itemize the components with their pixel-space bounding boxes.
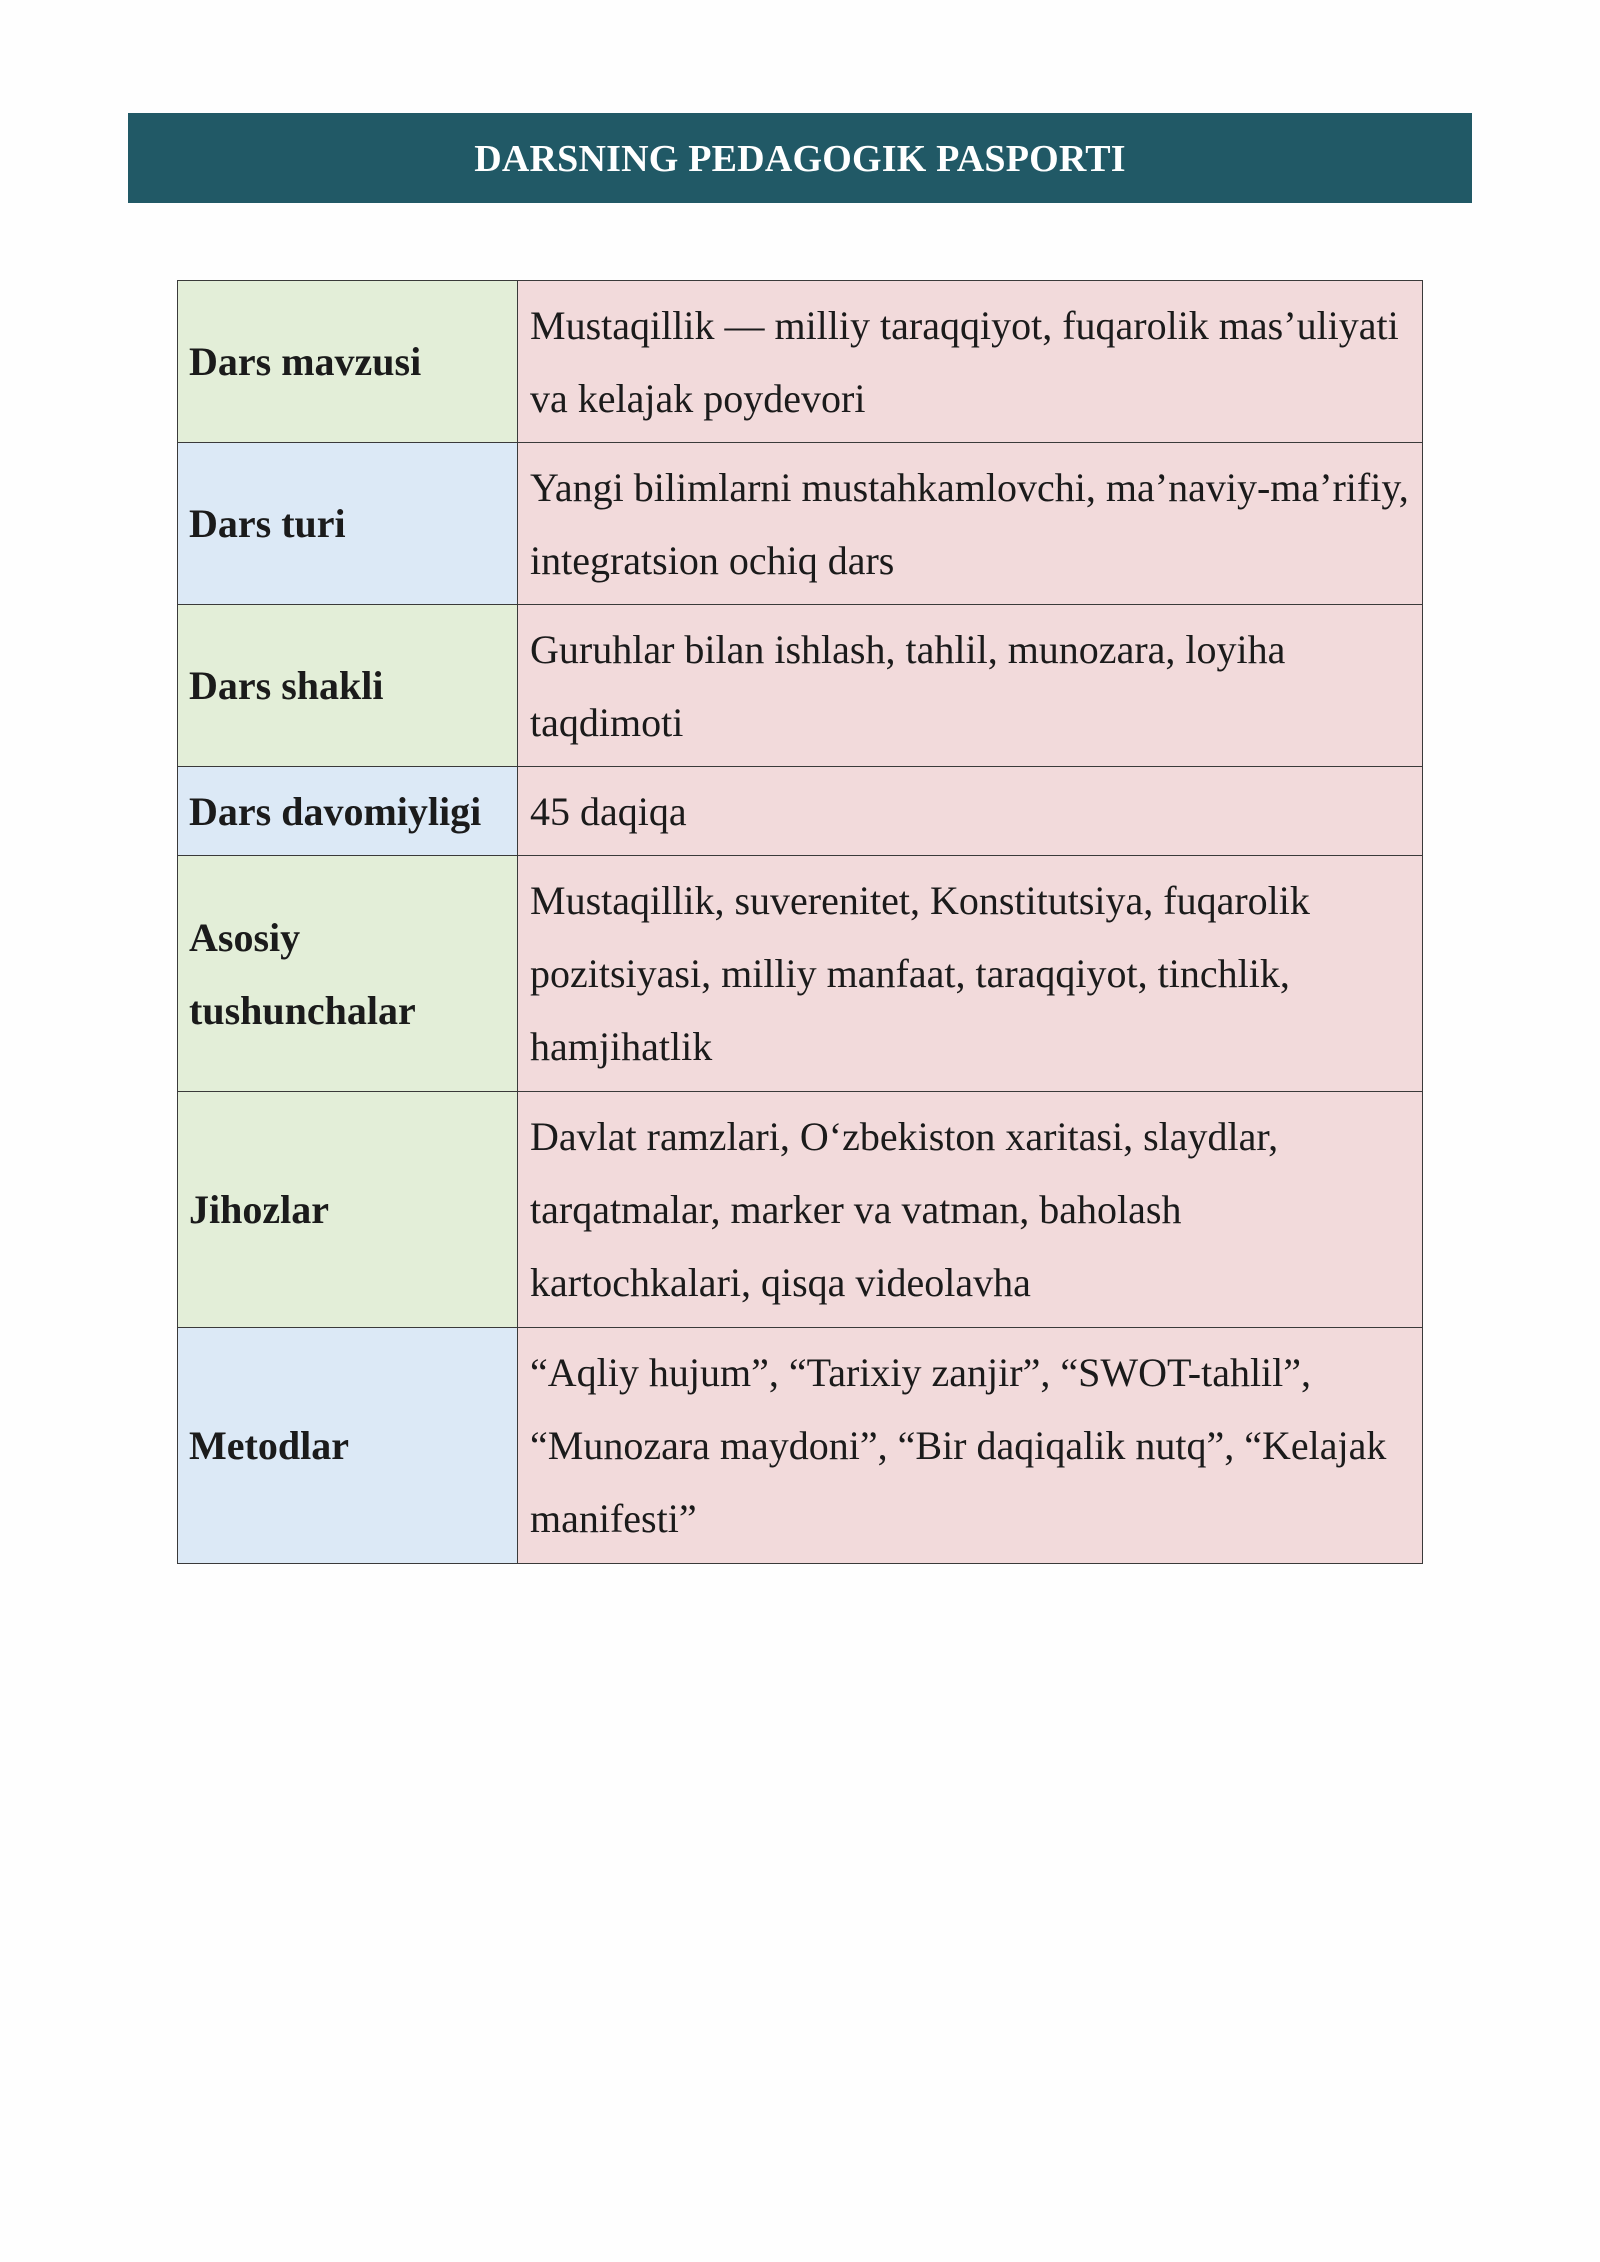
row-label-type: Dars turi xyxy=(178,443,518,605)
table-row xyxy=(178,767,1423,856)
row-label-methods: Metodlar xyxy=(178,1328,518,1564)
table-row xyxy=(178,856,1423,1092)
row-value-type: Yangi bilimlarni mustahkamlovchi, ma’naviy-ma’rifiy, integratsion ochiq dars xyxy=(518,443,1423,605)
row-label-form: Dars shakli xyxy=(178,605,518,767)
row-value-equipment: Davlat ramzlari, O‘zbekiston xaritasi, slaydlar, tarqatmalar, marker va vatman, baholash kartochkalari, qisqa videolavha xyxy=(518,1092,1423,1328)
row-value-key-concepts: Mustaqillik, suverenitet, Konstitutsiya, fuqarolik pozitsiyasi, milliy manfaat, taraqqiyot, tinchlik, hamjihatlik xyxy=(518,856,1423,1092)
table-row xyxy=(178,605,1423,767)
row-label-equipment: Jihozlar xyxy=(178,1092,518,1328)
row-value-form: Guruhlar bilan ishlash, tahlil, munozara, loyiha taqdimoti xyxy=(518,605,1423,767)
title-banner xyxy=(128,113,1472,203)
row-value-topic: Mustaqillik — milliy taraqqiyot, fuqarolik mas’uliyati va kelajak poydevori xyxy=(518,281,1423,443)
table-row xyxy=(178,1328,1423,1564)
table-row xyxy=(178,281,1423,443)
row-label-topic: Dars mavzusi xyxy=(178,281,518,443)
row-label-duration: Dars davomiyligi xyxy=(178,767,518,856)
row-value-duration: 45 daqiqa xyxy=(518,767,1423,856)
page-title: DARSNING PEDAGOGIK PASPORTI xyxy=(474,138,1126,180)
pedagogical-passport-table xyxy=(177,280,1423,1564)
row-value-methods: “Aqliy hujum”, “Tarixiy zanjir”, “SWOT-tahlil”, “Munozara maydoni”, “Bir daqiqalik nutq”, “Kelajak manifesti” xyxy=(518,1328,1423,1564)
row-label-key-concepts: Asosiy tushunchalar xyxy=(178,856,518,1092)
table-row xyxy=(178,1092,1423,1328)
table-row xyxy=(178,443,1423,605)
